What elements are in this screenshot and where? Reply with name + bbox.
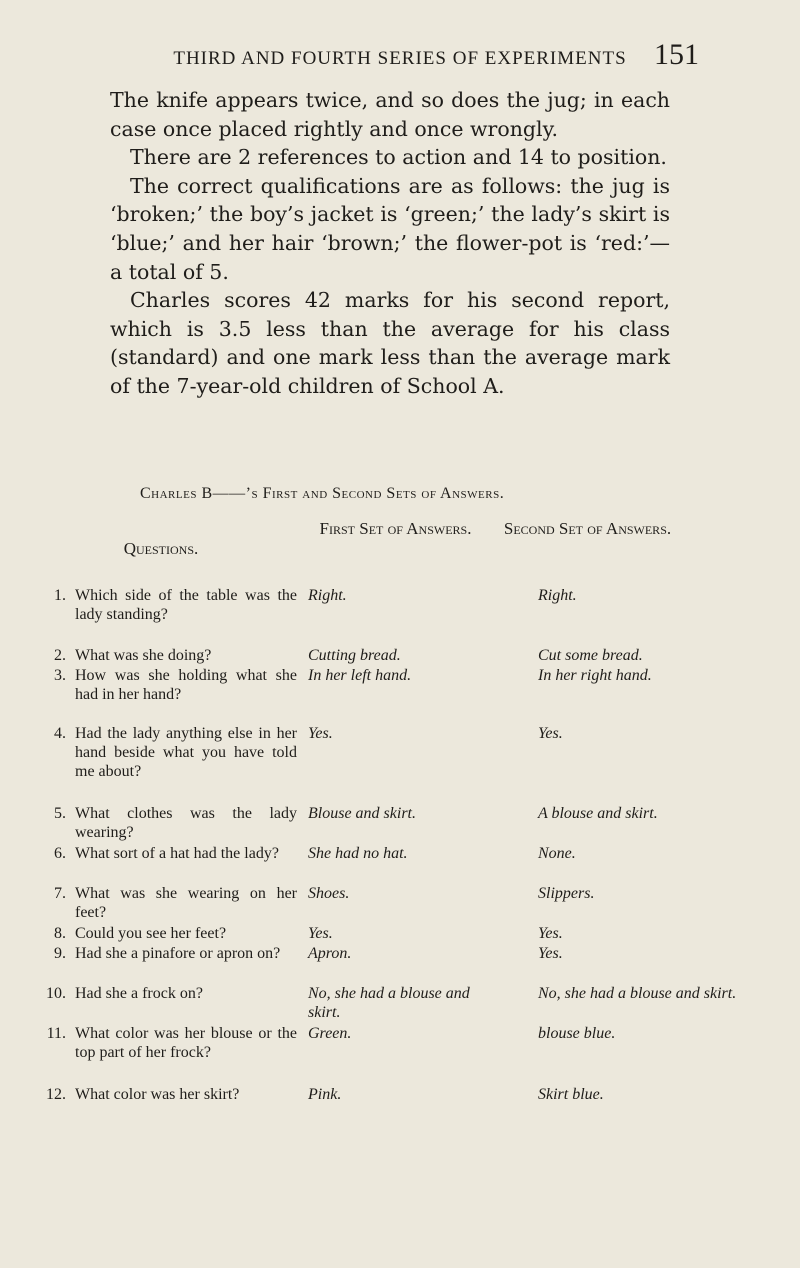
question-text: What color was her skirt?: [75, 1086, 240, 1103]
question-number: 12.: [46, 1086, 66, 1103]
question-number: 5.: [54, 805, 66, 822]
question-number: 10.: [46, 985, 66, 1002]
paragraph: There are 2 references to action and 14 to position.: [130, 145, 667, 170]
question-text: What was she wearing on her feet?: [75, 885, 297, 921]
first-answer: Yes.: [308, 925, 333, 942]
question-number: 2.: [54, 647, 66, 664]
first-answer: Blouse and skirt.: [308, 805, 416, 822]
running-head: THIRD AND FOURTH SERIES OF EXPERIMENTS: [173, 48, 627, 69]
second-answer: Yes.: [538, 925, 563, 942]
first-answer: Green.: [308, 1025, 352, 1042]
second-answer: A blouse and skirt.: [538, 805, 658, 822]
second-answer: Skirt blue.: [538, 1086, 604, 1103]
second-answer: None.: [538, 845, 576, 862]
first-answer: Right.: [308, 587, 347, 604]
question-number: 3.: [54, 667, 66, 684]
question-text: Which side of the table was the lady standing?: [75, 587, 297, 623]
table-title: Charles B——’s First and Second Sets of Answers.: [140, 485, 505, 502]
first-answer: Cutting bread.: [308, 647, 401, 664]
question-number: 4.: [54, 725, 66, 742]
question-number: 1.: [54, 587, 66, 604]
question-text: What sort of a hat had the lady?: [75, 845, 279, 862]
second-answer: blouse blue.: [538, 1025, 616, 1042]
question-text: Had she a pinafore or apron on?: [75, 945, 281, 962]
first-answer: In her left hand.: [308, 667, 412, 684]
second-answer: Yes.: [538, 945, 563, 962]
first-answer: Pink.: [308, 1086, 342, 1103]
column-header-questions: Questions.: [123, 539, 199, 558]
first-answer: Apron.: [308, 945, 352, 962]
second-answer: Right.: [538, 587, 577, 604]
question-text: Had she a frock on?: [75, 985, 203, 1002]
second-answer: Cut some bread.: [538, 647, 643, 664]
first-answer: Yes.: [308, 725, 333, 742]
first-answer: She had no hat.: [308, 845, 408, 862]
question-text: Had the lady anything else in her hand beside what you have told me about?: [75, 725, 297, 780]
second-answer: No, she had a blouse and skirt.: [538, 985, 737, 1002]
first-answer: No, she had a blouse and skirt.: [308, 985, 470, 1021]
question-text: Could you see her feet?: [75, 925, 227, 942]
column-header-second-set: Second Set of Answers.: [503, 519, 672, 538]
question-number: 9.: [54, 945, 66, 962]
page-number: 151: [654, 38, 699, 71]
paragraph: The knife appears twice, and so does the jug; in each case once placed rightly and once wrongly.: [110, 88, 670, 141]
question-text: How was she holding what she had in her hand?: [75, 667, 297, 703]
question-text: What clothes was the lady wearing?: [75, 805, 297, 841]
question-number: 6.: [54, 845, 66, 862]
second-answer: Slippers.: [538, 885, 595, 902]
question-number: 7.: [54, 885, 66, 902]
question-text: What was she doing?: [75, 647, 212, 664]
question-number: 11.: [46, 1025, 66, 1042]
paragraph: Charles scores 42 marks for his second report, which is 3.5 less than the average for his class (standard) and one mark less than the average mark of the 7-year-old children of School A.: [110, 288, 670, 398]
question-number: 8.: [54, 925, 66, 942]
paragraph: The correct qualifications are as follows: the jug is ‘broken;’ the boy’s jacket is ‘green;’ the lady’s skirt is ‘blue;’ and her hair ‘brown;’ the flower-pot is ‘red:’—a total of 5.: [110, 173, 670, 284]
question-text: What color was her blouse or the top part of her frock?: [75, 1025, 297, 1061]
second-answer: Yes.: [538, 725, 563, 742]
first-answer: Shoes.: [308, 885, 350, 902]
second-answer: In her right hand.: [538, 667, 652, 684]
column-header-first-set: First Set of Answers.: [319, 519, 472, 538]
